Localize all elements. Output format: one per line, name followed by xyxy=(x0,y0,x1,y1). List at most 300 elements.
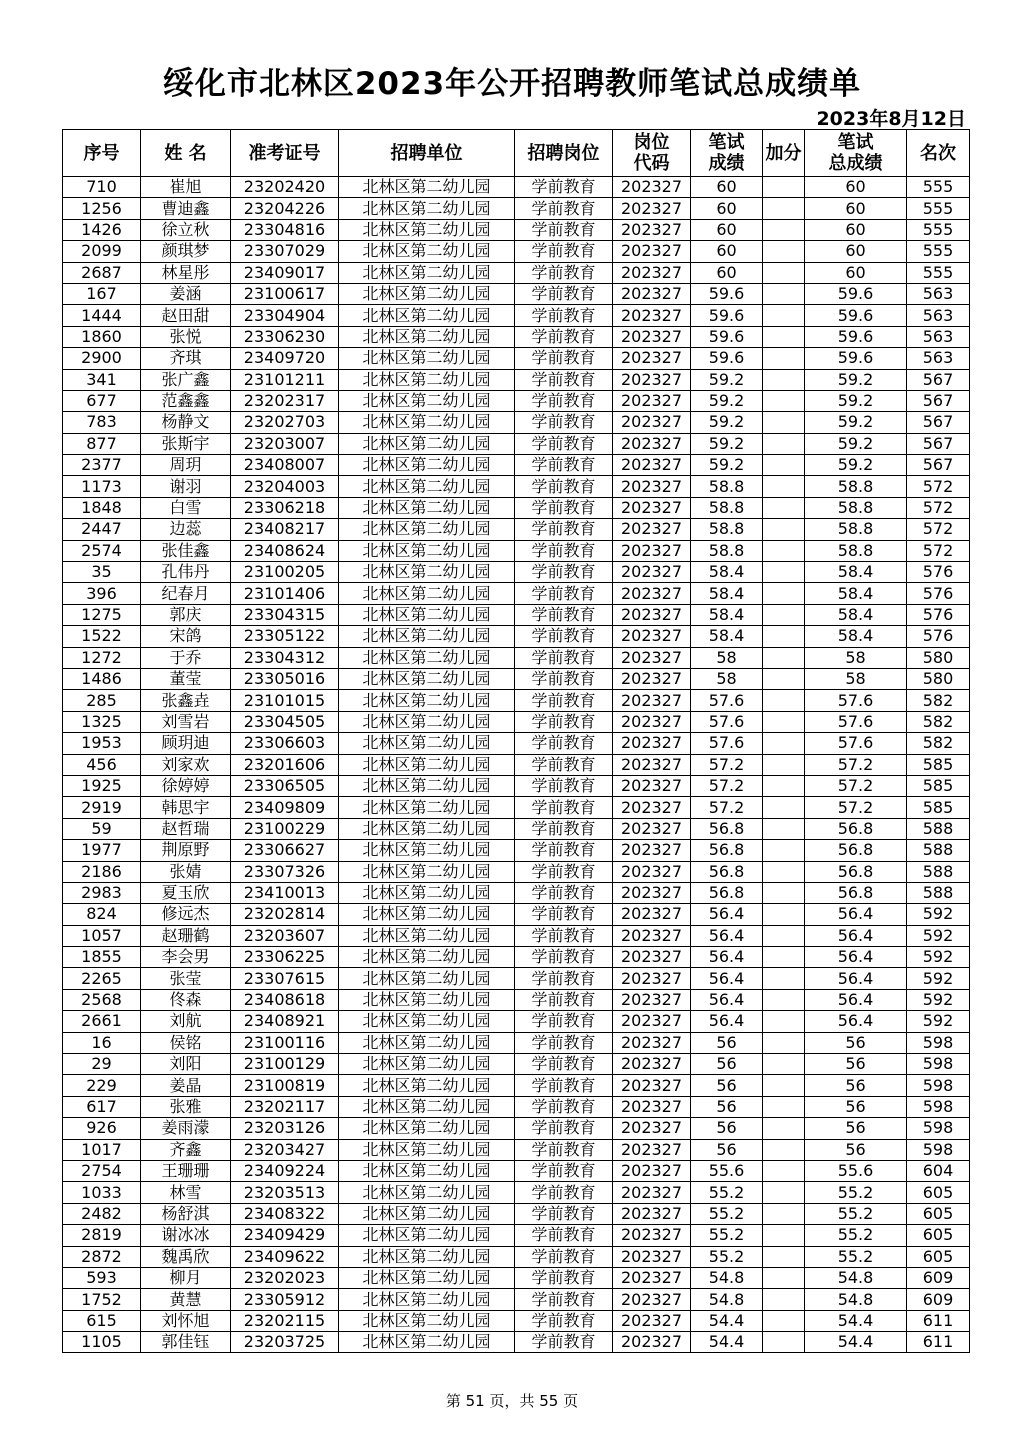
col-rank: 592 xyxy=(907,1011,970,1032)
table-row xyxy=(63,283,970,304)
col-total-score: 59.2 xyxy=(805,412,907,433)
col-written-score: 55.6 xyxy=(691,1160,763,1181)
col-written-score: 56 xyxy=(691,1118,763,1139)
col-index: 1925 xyxy=(63,775,141,796)
col-ticket-number: 23202115 xyxy=(231,1310,339,1331)
col-unit: 北林区第二幼儿园 xyxy=(339,1246,515,1267)
col-name: 韩思宇 xyxy=(141,797,231,818)
col-written-score: 55.2 xyxy=(691,1203,763,1224)
table-row xyxy=(63,562,970,583)
col-name: 赵田甜 xyxy=(141,305,231,326)
col-rank: 605 xyxy=(907,1225,970,1246)
col-unit: 北林区第二幼儿园 xyxy=(339,198,515,219)
col-written-score: 54.4 xyxy=(691,1332,763,1353)
col-bonus xyxy=(763,1075,805,1096)
table-row xyxy=(63,1332,970,1353)
col-rank: 609 xyxy=(907,1267,970,1288)
col-written-score: 56.4 xyxy=(691,947,763,968)
col-unit: 北林区第二幼儿园 xyxy=(339,583,515,604)
col-ticket-number: 23409429 xyxy=(231,1225,339,1246)
col-written-score: 60 xyxy=(691,177,763,198)
table-row xyxy=(63,647,970,668)
col-unit: 北林区第二幼儿园 xyxy=(339,1310,515,1331)
col-rank: 592 xyxy=(907,968,970,989)
col-position: 学前教育 xyxy=(515,326,613,347)
col-written-score: 59.2 xyxy=(691,433,763,454)
table-row xyxy=(63,219,970,240)
col-total-score: 59.6 xyxy=(805,283,907,304)
col-position: 学前教育 xyxy=(515,1118,613,1139)
col-position-code: 202327 xyxy=(613,1267,691,1288)
col-bonus xyxy=(763,604,805,625)
col-rank: 567 xyxy=(907,455,970,476)
col-bonus xyxy=(763,1096,805,1117)
col-position: 学前教育 xyxy=(515,690,613,711)
col-position: 学前教育 xyxy=(515,947,613,968)
header-col-position: 招聘岗位 xyxy=(515,130,613,177)
col-written-score: 60 xyxy=(691,219,763,240)
col-index: 1486 xyxy=(63,668,141,689)
col-position-code: 202327 xyxy=(613,1289,691,1310)
col-total-score: 58.4 xyxy=(805,626,907,647)
col-rank: 572 xyxy=(907,540,970,561)
col-bonus xyxy=(763,668,805,689)
col-total-score: 56.8 xyxy=(805,861,907,882)
col-unit: 北林区第二幼儿园 xyxy=(339,305,515,326)
table-row xyxy=(63,497,970,518)
col-ticket-number: 23305912 xyxy=(231,1289,339,1310)
col-unit: 北林区第二幼儿园 xyxy=(339,968,515,989)
col-rank: 582 xyxy=(907,711,970,732)
col-ticket-number: 23306505 xyxy=(231,775,339,796)
col-position: 学前教育 xyxy=(515,412,613,433)
score-table xyxy=(62,129,970,1353)
col-written-score: 58.4 xyxy=(691,626,763,647)
col-index: 1272 xyxy=(63,647,141,668)
col-position-code: 202327 xyxy=(613,1332,691,1353)
table-row xyxy=(63,369,970,390)
col-written-score: 57.2 xyxy=(691,775,763,796)
col-name: 夏玉欣 xyxy=(141,882,231,903)
col-ticket-number: 23306627 xyxy=(231,840,339,861)
col-rank: 567 xyxy=(907,369,970,390)
col-bonus xyxy=(763,1225,805,1246)
col-written-score: 60 xyxy=(691,198,763,219)
col-rank: 588 xyxy=(907,882,970,903)
col-position: 学前教育 xyxy=(515,1054,613,1075)
col-position: 学前教育 xyxy=(515,390,613,411)
col-name: 纪春月 xyxy=(141,583,231,604)
col-position-code: 202327 xyxy=(613,1096,691,1117)
col-ticket-number: 23101015 xyxy=(231,690,339,711)
col-ticket-number: 23201606 xyxy=(231,754,339,775)
col-name: 佟森 xyxy=(141,989,231,1010)
table-row xyxy=(63,1225,970,1246)
col-unit: 北林区第二幼儿园 xyxy=(339,754,515,775)
col-index: 2687 xyxy=(63,262,141,283)
col-written-score: 56 xyxy=(691,1096,763,1117)
col-rank: 567 xyxy=(907,433,970,454)
col-bonus xyxy=(763,241,805,262)
col-name: 谢羽 xyxy=(141,476,231,497)
col-index: 456 xyxy=(63,754,141,775)
col-bonus xyxy=(763,198,805,219)
col-position: 学前教育 xyxy=(515,305,613,326)
col-written-score: 55.2 xyxy=(691,1182,763,1203)
col-index: 2574 xyxy=(63,540,141,561)
col-position-code: 202327 xyxy=(613,476,691,497)
col-position: 学前教育 xyxy=(515,1139,613,1160)
col-name: 于乔 xyxy=(141,647,231,668)
col-position-code: 202327 xyxy=(613,198,691,219)
col-unit: 北林区第二幼儿园 xyxy=(339,241,515,262)
col-position-code: 202327 xyxy=(613,690,691,711)
col-written-score: 59.6 xyxy=(691,326,763,347)
col-position-code: 202327 xyxy=(613,497,691,518)
col-unit: 北林区第二幼儿园 xyxy=(339,775,515,796)
col-rank: 555 xyxy=(907,177,970,198)
col-bonus xyxy=(763,861,805,882)
col-ticket-number: 23203126 xyxy=(231,1118,339,1139)
col-bonus xyxy=(763,1310,805,1331)
col-ticket-number: 23202023 xyxy=(231,1267,339,1288)
table-header-row xyxy=(63,130,970,177)
col-ticket-number: 23409720 xyxy=(231,348,339,369)
col-rank: 572 xyxy=(907,497,970,518)
col-rank: 580 xyxy=(907,647,970,668)
col-total-score: 60 xyxy=(805,262,907,283)
col-bonus xyxy=(763,369,805,390)
col-rank: 592 xyxy=(907,925,970,946)
col-index: 16 xyxy=(63,1032,141,1053)
col-rank: 605 xyxy=(907,1246,970,1267)
col-total-score: 56 xyxy=(805,1075,907,1096)
col-written-score: 56.4 xyxy=(691,968,763,989)
col-position-code: 202327 xyxy=(613,583,691,604)
col-written-score: 56 xyxy=(691,1075,763,1096)
table-row xyxy=(63,1160,970,1181)
col-ticket-number: 23202814 xyxy=(231,904,339,925)
col-bonus xyxy=(763,283,805,304)
col-unit: 北林区第二幼儿园 xyxy=(339,390,515,411)
col-total-score: 57.2 xyxy=(805,797,907,818)
col-name: 刘航 xyxy=(141,1011,231,1032)
col-total-score: 55.6 xyxy=(805,1160,907,1181)
col-unit: 北林区第二幼儿园 xyxy=(339,1054,515,1075)
col-written-score: 59.2 xyxy=(691,369,763,390)
col-ticket-number: 23304315 xyxy=(231,604,339,625)
col-total-score: 59.6 xyxy=(805,348,907,369)
col-position: 学前教育 xyxy=(515,775,613,796)
col-total-score: 55.2 xyxy=(805,1246,907,1267)
col-position-code: 202327 xyxy=(613,1011,691,1032)
col-unit: 北林区第二幼儿园 xyxy=(339,1225,515,1246)
table-row xyxy=(63,198,970,219)
col-position: 学前教育 xyxy=(515,198,613,219)
col-ticket-number: 23101211 xyxy=(231,369,339,390)
col-position: 学前教育 xyxy=(515,626,613,647)
col-position: 学前教育 xyxy=(515,733,613,754)
col-bonus xyxy=(763,626,805,647)
col-position: 学前教育 xyxy=(515,1310,613,1331)
col-name: 赵哲瑞 xyxy=(141,818,231,839)
col-bonus xyxy=(763,455,805,476)
col-position-code: 202327 xyxy=(613,1054,691,1075)
col-rank: 609 xyxy=(907,1289,970,1310)
col-position: 学前教育 xyxy=(515,818,613,839)
col-unit: 北林区第二幼儿园 xyxy=(339,1096,515,1117)
col-unit: 北林区第二幼儿园 xyxy=(339,1203,515,1224)
col-written-score: 54.8 xyxy=(691,1289,763,1310)
col-unit: 北林区第二幼儿园 xyxy=(339,177,515,198)
col-rank: 598 xyxy=(907,1075,970,1096)
col-total-score: 56 xyxy=(805,1139,907,1160)
col-position: 学前教育 xyxy=(515,989,613,1010)
col-rank: 555 xyxy=(907,219,970,240)
col-total-score: 58 xyxy=(805,668,907,689)
table-row xyxy=(63,690,970,711)
col-total-score: 59.2 xyxy=(805,390,907,411)
col-index: 1173 xyxy=(63,476,141,497)
col-total-score: 56.4 xyxy=(805,989,907,1010)
col-position: 学前教育 xyxy=(515,1225,613,1246)
col-rank: 572 xyxy=(907,519,970,540)
col-written-score: 57.2 xyxy=(691,754,763,775)
col-total-score: 58.8 xyxy=(805,540,907,561)
col-bonus xyxy=(763,433,805,454)
col-unit: 北林区第二幼儿园 xyxy=(339,797,515,818)
col-name: 董莹 xyxy=(141,668,231,689)
col-position: 学前教育 xyxy=(515,562,613,583)
col-ticket-number: 23410013 xyxy=(231,882,339,903)
col-index: 1325 xyxy=(63,711,141,732)
col-rank: 605 xyxy=(907,1182,970,1203)
col-position-code: 202327 xyxy=(613,775,691,796)
col-written-score: 54.4 xyxy=(691,1310,763,1331)
table-row xyxy=(63,326,970,347)
col-rank: 605 xyxy=(907,1203,970,1224)
col-index: 1953 xyxy=(63,733,141,754)
exam-date: 2023年8月12日 xyxy=(816,108,966,130)
col-name: 徐立秋 xyxy=(141,219,231,240)
col-unit: 北林区第二幼儿园 xyxy=(339,989,515,1010)
col-written-score: 60 xyxy=(691,262,763,283)
col-index: 617 xyxy=(63,1096,141,1117)
table-row xyxy=(63,1310,970,1331)
col-written-score: 56 xyxy=(691,1054,763,1075)
col-position-code: 202327 xyxy=(613,882,691,903)
col-name: 曹迪鑫 xyxy=(141,198,231,219)
col-total-score: 55.2 xyxy=(805,1182,907,1203)
table-row xyxy=(63,390,970,411)
col-total-score: 57.6 xyxy=(805,711,907,732)
col-index: 1057 xyxy=(63,925,141,946)
col-total-score: 55.2 xyxy=(805,1203,907,1224)
col-position: 学前教育 xyxy=(515,861,613,882)
col-position-code: 202327 xyxy=(613,241,691,262)
col-position: 学前教育 xyxy=(515,1267,613,1288)
col-bonus xyxy=(763,711,805,732)
col-written-score: 58.4 xyxy=(691,604,763,625)
col-written-score: 56.8 xyxy=(691,861,763,882)
col-written-score: 56 xyxy=(691,1139,763,1160)
col-ticket-number: 23100205 xyxy=(231,562,339,583)
col-rank: 592 xyxy=(907,989,970,1010)
col-ticket-number: 23305122 xyxy=(231,626,339,647)
col-position: 学前教育 xyxy=(515,668,613,689)
table-row xyxy=(63,1267,970,1288)
header-col-unit: 招聘单位 xyxy=(339,130,515,177)
col-name: 赵珊鹤 xyxy=(141,925,231,946)
col-ticket-number: 23304312 xyxy=(231,647,339,668)
col-ticket-number: 23203427 xyxy=(231,1139,339,1160)
col-bonus xyxy=(763,882,805,903)
col-ticket-number: 23202117 xyxy=(231,1096,339,1117)
col-name: 修远杰 xyxy=(141,904,231,925)
col-name: 张婧 xyxy=(141,861,231,882)
col-position-code: 202327 xyxy=(613,455,691,476)
col-position: 学前教育 xyxy=(515,711,613,732)
col-written-score: 57.6 xyxy=(691,733,763,754)
col-index: 2900 xyxy=(63,348,141,369)
col-rank: 555 xyxy=(907,198,970,219)
table-row xyxy=(63,797,970,818)
col-rank: 611 xyxy=(907,1310,970,1331)
col-unit: 北林区第二幼儿园 xyxy=(339,882,515,903)
col-name: 谢冰冰 xyxy=(141,1225,231,1246)
col-unit: 北林区第二幼儿园 xyxy=(339,540,515,561)
col-position: 学前教育 xyxy=(515,497,613,518)
col-total-score: 58.4 xyxy=(805,583,907,604)
col-written-score: 56.4 xyxy=(691,925,763,946)
col-position-code: 202327 xyxy=(613,412,691,433)
col-unit: 北林区第二幼儿园 xyxy=(339,861,515,882)
col-name: 姜晶 xyxy=(141,1075,231,1096)
page-footer: 第 51 页，共 55 页 xyxy=(445,1392,579,1410)
col-position: 学前教育 xyxy=(515,797,613,818)
col-unit: 北林区第二幼儿园 xyxy=(339,369,515,390)
col-bonus xyxy=(763,1011,805,1032)
col-ticket-number: 23100129 xyxy=(231,1054,339,1075)
table-row xyxy=(63,861,970,882)
col-ticket-number: 23409622 xyxy=(231,1246,339,1267)
col-bonus xyxy=(763,1032,805,1053)
col-total-score: 58.8 xyxy=(805,497,907,518)
col-ticket-number: 23202317 xyxy=(231,390,339,411)
col-position: 学前教育 xyxy=(515,882,613,903)
col-rank: 598 xyxy=(907,1032,970,1053)
col-written-score: 59.6 xyxy=(691,305,763,326)
col-position: 学前教育 xyxy=(515,1289,613,1310)
col-ticket-number: 23409809 xyxy=(231,797,339,818)
col-bonus xyxy=(763,690,805,711)
col-position-code: 202327 xyxy=(613,326,691,347)
table-row xyxy=(63,1075,970,1096)
col-rank: 598 xyxy=(907,1118,970,1139)
col-position-code: 202327 xyxy=(613,1310,691,1331)
col-index: 29 xyxy=(63,1054,141,1075)
col-ticket-number: 23203725 xyxy=(231,1332,339,1353)
col-index: 2568 xyxy=(63,989,141,1010)
col-bonus xyxy=(763,1160,805,1181)
col-ticket-number: 23408921 xyxy=(231,1011,339,1032)
col-position: 学前教育 xyxy=(515,904,613,925)
col-index: 2819 xyxy=(63,1225,141,1246)
header-col-position-code: 岗位 代码 xyxy=(613,130,691,177)
col-rank: 598 xyxy=(907,1096,970,1117)
table-row xyxy=(63,1032,970,1053)
col-name: 张佳鑫 xyxy=(141,540,231,561)
col-unit: 北林区第二幼儿园 xyxy=(339,1139,515,1160)
col-total-score: 54.8 xyxy=(805,1267,907,1288)
col-rank: 582 xyxy=(907,690,970,711)
col-position: 学前教育 xyxy=(515,1160,613,1181)
table-row xyxy=(63,519,970,540)
col-total-score: 56.8 xyxy=(805,840,907,861)
col-bonus xyxy=(763,968,805,989)
col-position-code: 202327 xyxy=(613,1225,691,1246)
col-index: 877 xyxy=(63,433,141,454)
col-name: 荆原野 xyxy=(141,840,231,861)
col-position-code: 202327 xyxy=(613,626,691,647)
col-written-score: 56 xyxy=(691,1032,763,1053)
col-position: 学前教育 xyxy=(515,219,613,240)
col-written-score: 56.4 xyxy=(691,904,763,925)
col-rank: 580 xyxy=(907,668,970,689)
col-index: 229 xyxy=(63,1075,141,1096)
col-unit: 北林区第二幼儿园 xyxy=(339,262,515,283)
col-written-score: 59.2 xyxy=(691,390,763,411)
col-unit: 北林区第二幼儿园 xyxy=(339,1182,515,1203)
col-rank: 585 xyxy=(907,775,970,796)
table-row xyxy=(63,540,970,561)
col-total-score: 59.6 xyxy=(805,326,907,347)
col-index: 677 xyxy=(63,390,141,411)
col-written-score: 58.8 xyxy=(691,519,763,540)
col-ticket-number: 23306230 xyxy=(231,326,339,347)
col-ticket-number: 23408624 xyxy=(231,540,339,561)
col-index: 1848 xyxy=(63,497,141,518)
col-written-score: 57.6 xyxy=(691,690,763,711)
col-bonus xyxy=(763,775,805,796)
col-unit: 北林区第二幼儿园 xyxy=(339,668,515,689)
col-bonus xyxy=(763,476,805,497)
col-index: 2377 xyxy=(63,455,141,476)
col-rank: 567 xyxy=(907,390,970,411)
col-index: 1426 xyxy=(63,219,141,240)
table-row xyxy=(63,818,970,839)
table-row xyxy=(63,775,970,796)
header-col-name: 姓 名 xyxy=(141,130,231,177)
col-position-code: 202327 xyxy=(613,262,691,283)
col-total-score: 60 xyxy=(805,219,907,240)
col-index: 710 xyxy=(63,177,141,198)
col-index: 35 xyxy=(63,562,141,583)
col-bonus xyxy=(763,348,805,369)
col-bonus xyxy=(763,1139,805,1160)
col-bonus xyxy=(763,1203,805,1224)
col-rank: 588 xyxy=(907,840,970,861)
table-row xyxy=(63,925,970,946)
col-index: 783 xyxy=(63,412,141,433)
col-unit: 北林区第二幼儿园 xyxy=(339,1160,515,1181)
col-ticket-number: 23306225 xyxy=(231,947,339,968)
table-row xyxy=(63,455,970,476)
col-total-score: 56.8 xyxy=(805,882,907,903)
col-ticket-number: 23408322 xyxy=(231,1203,339,1224)
col-ticket-number: 23101406 xyxy=(231,583,339,604)
col-index: 2265 xyxy=(63,968,141,989)
